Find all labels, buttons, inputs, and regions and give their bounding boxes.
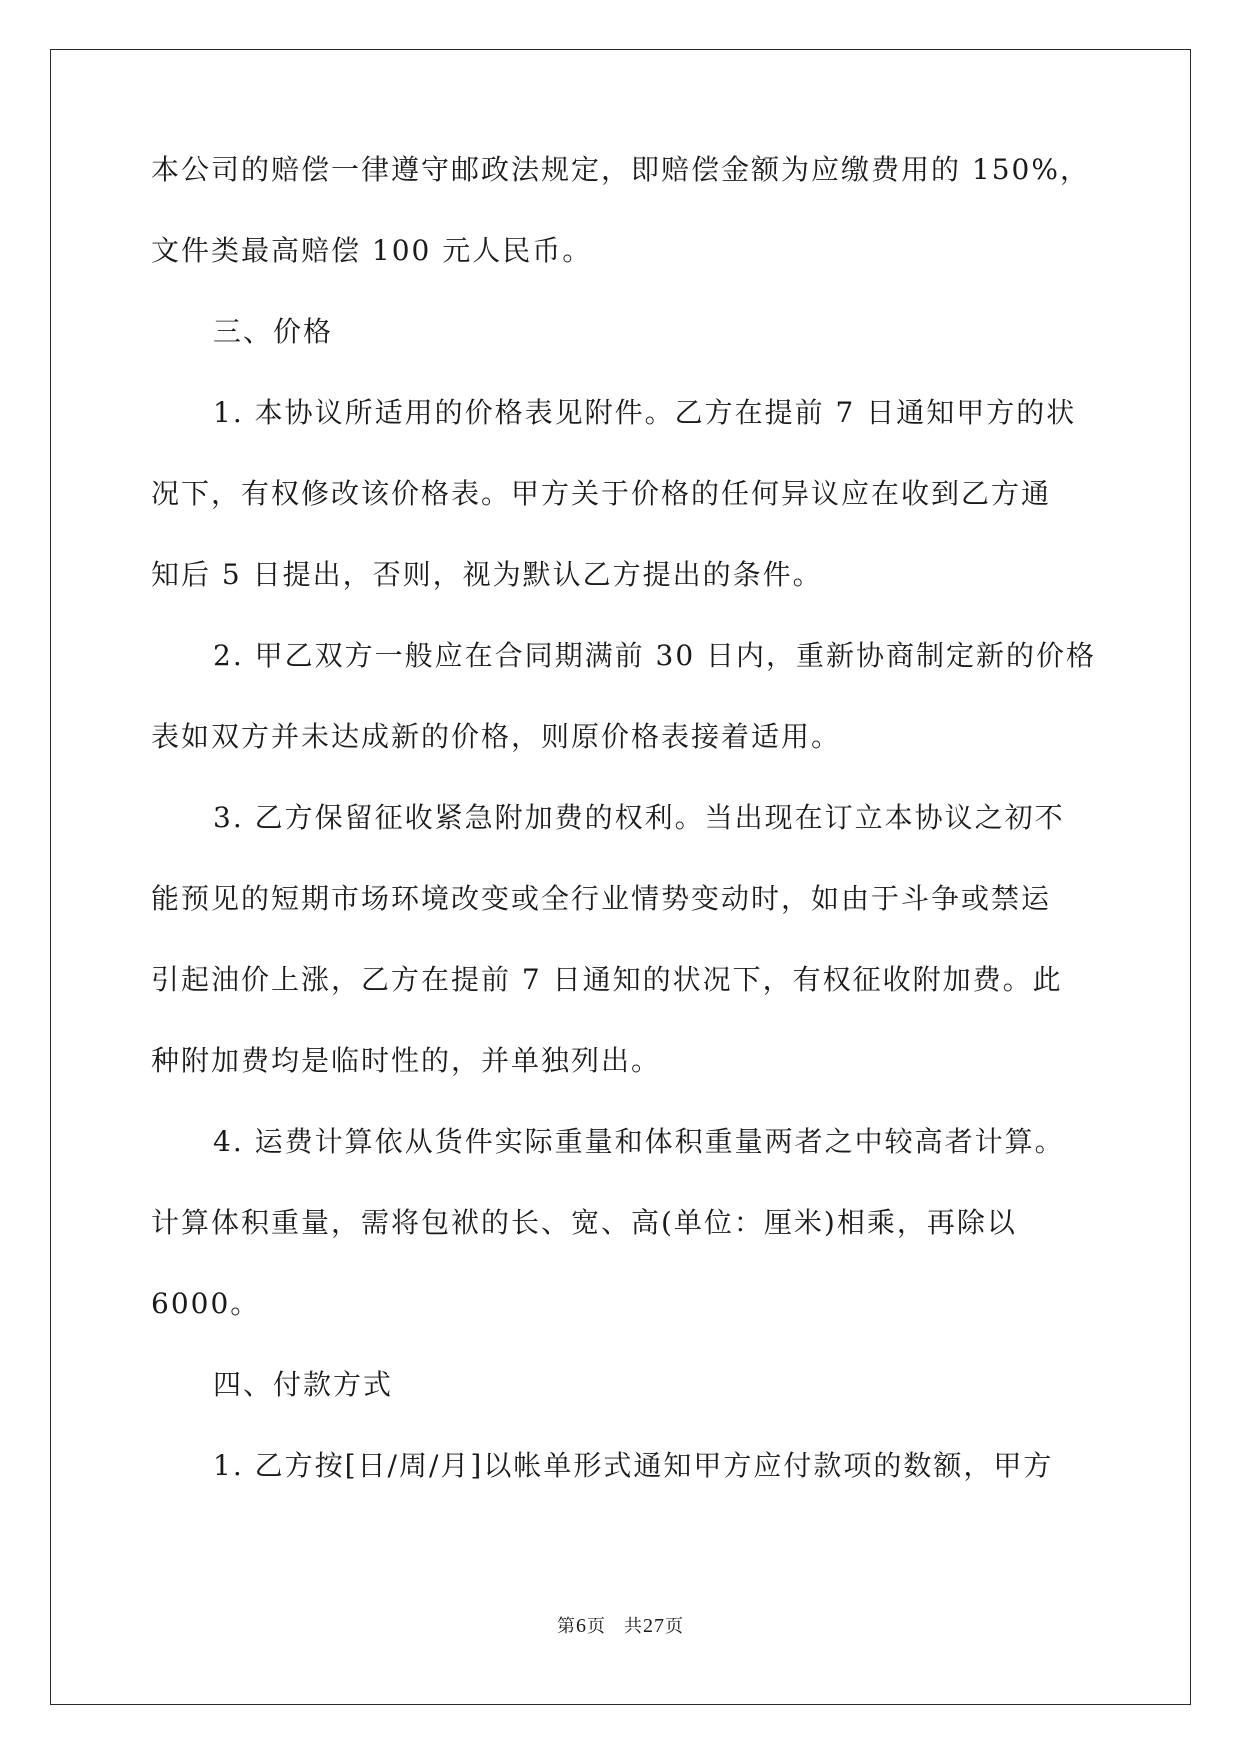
text-line: 种附加费均是临时性的，并单独列出。 [151,1044,662,1077]
clause-price-4 [151,1125,1091,1375]
text-line: 6000。 [151,1287,261,1320]
page-number: 6 [576,1615,587,1637]
text-line: 2. 甲乙双方一般应在合同期满前 30 日内，重新协商制定新的价格 [213,639,1097,672]
text-line: 计算体积重量，需将包袱的长、宽、高(单位：厘米)相乘，再除以 [151,1206,1017,1239]
clause-price-1 [151,396,1091,646]
text-line: 4. 运费计算依从货件实际重量和体积重量两者之中较高者计算。 [213,1125,1065,1158]
page-unit: 页 [587,1616,606,1637]
clause-payment-1 [151,1449,1091,1537]
text-line: 1. 本协议所适用的价格表见附件。乙方在提前 7 日通知甲方的状 [213,396,1077,429]
text-line: 能预见的短期市场环境改变或全行业情势变动时，如由于斗争或禁运 [151,882,1052,915]
total-prefix: 共 [624,1616,643,1637]
total-pages: 27 [643,1615,665,1637]
section-heading: 四、付款方式 [213,1368,394,1401]
total-unit: 页 [665,1616,684,1637]
page-footer [0,1612,1241,1638]
text-line: 引起油价上涨，乙方在提前 7 日通知的状况下，有权征收附加费。此 [151,963,1063,996]
clause-price-3 [151,801,1091,1132]
text-line: 本公司的赔偿一律遵守邮政法规定，即赔偿金额为应缴费用的 150%， [151,153,1090,186]
text-line: 1. 乙方按[日/周/月]以帐单形式通知甲方应付款项的数额，甲方 [213,1449,1054,1482]
text-line: 文件类最高赔偿 100 元人民币。 [151,234,593,267]
text-line: 表如双方并未达成新的价格，则原价格表接着适用。 [151,720,842,753]
page-prefix: 第 [557,1616,576,1637]
text-line: 知后 5 日提出，否则，视为默认乙方提出的条件。 [151,558,823,591]
text-line: 况下，有权修改该价格表。甲方关于价格的任何异议应在收到乙方通 [151,477,1052,510]
text-line: 3. 乙方保留征收紧急附加费的权利。当出现在订立本协议之初不 [213,801,1065,834]
document-body [151,153,1097,1537]
section-heading: 三、价格 [213,315,334,348]
